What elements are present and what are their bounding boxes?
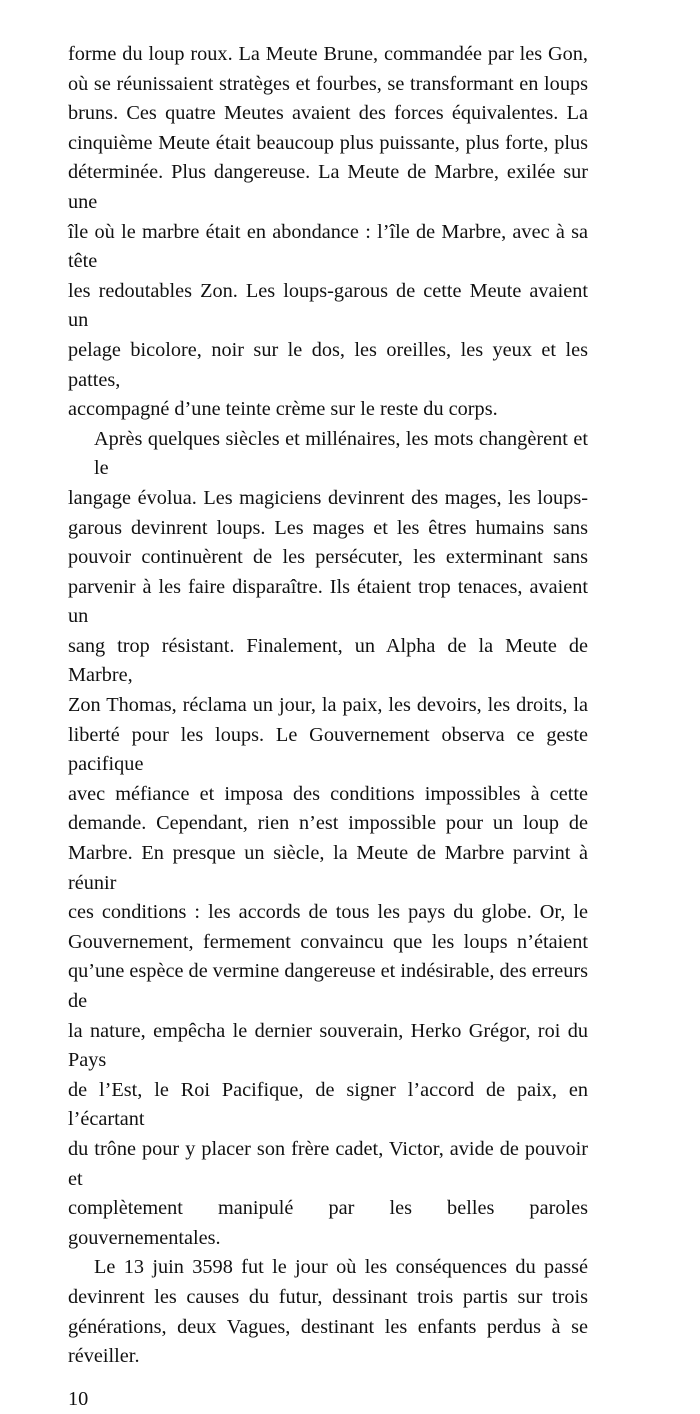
page-body: [68, 0, 588, 1414]
text-line: demande. Cependant, rien n’est impossible pour un loup de: [68, 812, 588, 835]
text-line: forme du loup roux. La Meute Brune, commandée par les Gon,: [68, 43, 588, 65]
text-line: langage évolua. Les magiciens devinrent des mages, les loups-: [68, 486, 588, 509]
text-line: de l’Est, le Roi Pacifique, de signer l’accord de paix, en l’écartant: [68, 1078, 588, 1131]
page-text: [68, 40, 588, 1372]
text-line: Marbre. En presque un siècle, la Meute de Marbre parvint à réunir: [68, 842, 588, 894]
text-line: les redoutables Zon. Les loups-garous de cette Meute avaient un: [68, 279, 588, 332]
text-line: liberté pour les loups. Le Gouvernement observa ce geste pacifique: [68, 723, 588, 776]
text-line: générations, deux Vagues, destinant les enfants perdus à se: [68, 1315, 588, 1338]
text-line: avec méfiance et imposa des conditions impossibles à cette: [68, 782, 588, 805]
text-line: Zon Thomas, réclama un jour, la paix, les devoirs, les droits, la: [68, 694, 588, 717]
text-line: devinrent les causes du futur, dessinant trois partis sur trois: [68, 1285, 588, 1308]
text-line: complètement manipulé par les belles paroles gouvernementales.: [68, 1197, 588, 1249]
text-line: accompagné d’une teinte crème sur le reste du corps.: [68, 398, 498, 421]
text-line: garous devinrent loups. Les mages et les êtres humains sans: [68, 516, 588, 539]
text-line: pouvoir continuèrent de les persécuter, les exterminant sans: [68, 546, 588, 569]
text-line: pelage bicolore, noir sur le dos, les oreilles, les yeux et les pattes,: [68, 338, 588, 391]
paragraph: [68, 40, 588, 425]
text-line: parvenir à les faire disparaître. Ils étaient trop tenaces, avaient un: [68, 575, 588, 628]
text-line: ces conditions : les accords de tous les pays du globe. Or, le: [68, 901, 588, 924]
page-number: 10: [68, 1387, 89, 1410]
text-line: déterminée. Plus dangereuse. La Meute de Marbre, exilée sur une: [68, 161, 588, 213]
text-line: réveiller.: [68, 1345, 140, 1368]
paragraph: [68, 1253, 588, 1371]
text-line: Après quelques siècles et millénaires, les mots changèrent et le: [94, 427, 588, 480]
text-line: Le 13 juin 3598 fut le jour où les conséquences du passé: [94, 1256, 588, 1279]
text-line: qu’une espèce de vermine dangereuse et indésirable, des erreurs de: [68, 960, 588, 1012]
text-line: sang trop résistant. Finalement, un Alpha de la Meute de Marbre,: [68, 634, 588, 687]
paragraph: [68, 425, 588, 1254]
text-line: bruns. Ces quatre Meutes avaient des forces équivalentes. La: [68, 102, 588, 125]
text-line: où se réunissaient stratèges et fourbes, se transformant en loups: [68, 72, 588, 95]
text-line: du trône pour y placer son frère cadet, Victor, avide de pouvoir et: [68, 1137, 588, 1190]
text-line: la nature, empêcha le dernier souverain, Herko Grégor, roi du Pays: [68, 1019, 588, 1072]
text-line: île où le marbre était en abondance : l’île de Marbre, avec à sa tête: [68, 220, 588, 273]
text-line: cinquième Meute était beaucoup plus puissante, plus forte, plus: [68, 131, 588, 154]
text-line: Gouvernement, fermement convaincu que les loups n’étaient: [68, 930, 588, 953]
